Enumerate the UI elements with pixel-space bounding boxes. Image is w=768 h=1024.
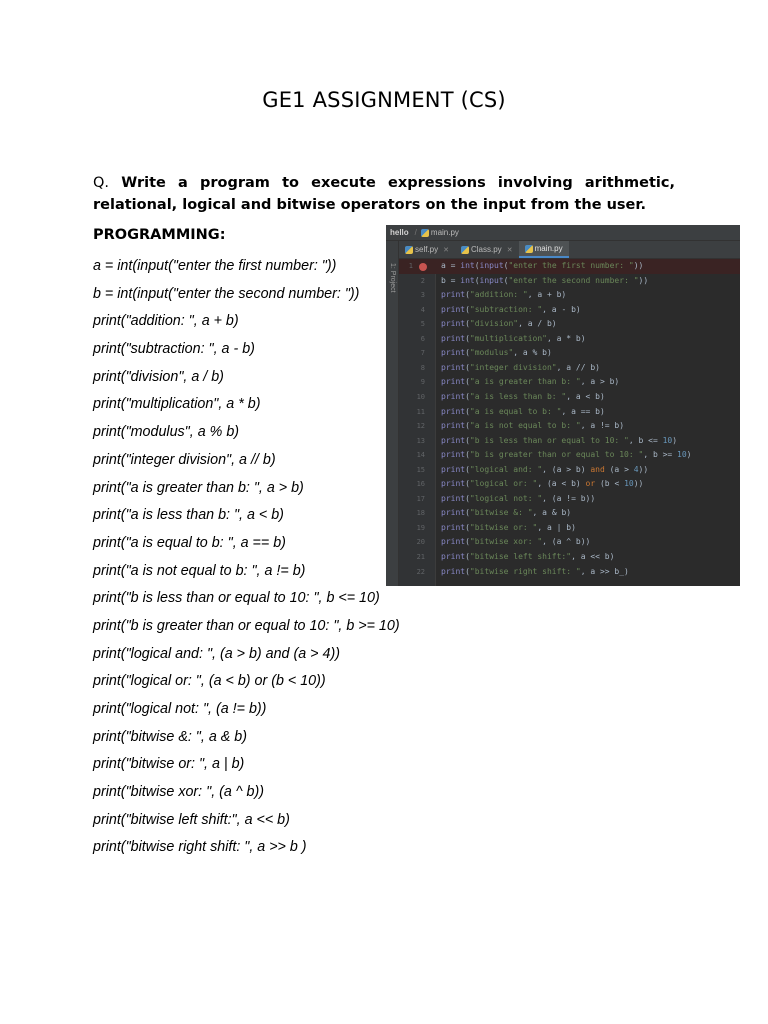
editor-code: print("bitwise right shift: ", a >> b_): [441, 566, 629, 576]
line-number: 16: [416, 480, 425, 489]
line-number: 19: [416, 523, 425, 532]
editor-code: print("logical not: ", (a != b)): [441, 493, 596, 503]
ide-tab[interactable]: [519, 241, 569, 258]
python-file-icon: [461, 246, 469, 254]
code-line: print("logical not: ", (a != b)): [93, 701, 267, 717]
editor-code: print("division", a / b): [441, 319, 557, 329]
editor-code: print("a is equal to b: ", a == b): [441, 406, 605, 416]
editor-line[interactable]: [399, 492, 740, 507]
editor-line[interactable]: [399, 361, 740, 376]
code-line: print("a is not equal to b: ", a != b): [93, 562, 306, 579]
ide-screenshot: [386, 225, 740, 586]
editor-code: print("integer division", a // b): [441, 362, 600, 372]
code-line: print("b is greater than or equal to 10: ", b >= 10): [93, 617, 400, 634]
editor-line[interactable]: [399, 550, 740, 565]
editor-code: print("b is less than or equal to 10: ", b <= 10): [441, 435, 678, 445]
code-line: print("integer division", a // b): [93, 451, 276, 468]
project-panel-label[interactable]: 1: Project: [389, 263, 396, 293]
python-file-icon: [525, 245, 533, 253]
editor-code: a = int(input("enter the first number: ")): [441, 261, 644, 270]
line-number: 10: [416, 392, 425, 401]
code-line: a = int(input("enter the first number: ")): [93, 258, 337, 274]
code-listing: [93, 256, 400, 865]
code-line: print("bitwise &: ", a & b): [93, 728, 247, 745]
editor-line[interactable]: [399, 405, 740, 420]
ide-editor[interactable]: [399, 259, 740, 586]
editor-line[interactable]: [399, 375, 740, 390]
close-tab-icon[interactable]: ✕: [506, 246, 513, 254]
ide-tab-bar: [399, 241, 740, 259]
code-line: print("division", a / b): [93, 368, 224, 385]
editor-code: print("modulus", a % b): [441, 348, 552, 358]
editor-line[interactable]: [399, 317, 740, 332]
ide-tab-label: Class.py: [471, 245, 502, 254]
question-body: Write a program to execute expressions involving arithmetic, relational, logical and bitwise operators on the input from the user.: [93, 175, 675, 213]
editor-code: print("bitwise xor: ", (a ^ b)): [441, 537, 591, 547]
editor-code: print("a is greater than b: ", a > b): [441, 377, 620, 387]
editor-code: print("logical and: ", (a > b) and (a > 4)): [441, 464, 649, 474]
editor-code: b = int(input("enter the second number: ")): [441, 275, 649, 285]
code-line: print("modulus", a % b): [93, 424, 240, 441]
line-number: 20: [416, 538, 425, 547]
editor-line[interactable]: [399, 506, 740, 521]
code-line: print("a is greater than b: ", a > b): [93, 479, 304, 496]
editor-code: print("a is not equal to b: ", a != b): [441, 421, 625, 431]
editor-line[interactable]: [399, 434, 740, 449]
page-title: GE1 ASSIGNMENT (CS): [262, 88, 506, 112]
python-file-icon: [421, 229, 429, 237]
question-prefix: Q.: [93, 175, 110, 191]
code-line: print("bitwise left shift:", a << b): [93, 811, 290, 828]
editor-line[interactable]: [399, 259, 740, 274]
breadcrumb-separator: /: [414, 228, 417, 237]
editor-line[interactable]: [399, 463, 740, 478]
line-number: 4: [420, 305, 425, 314]
line-number: 2: [420, 276, 425, 285]
editor-code: print("multiplication", a * b): [441, 333, 586, 343]
line-number: 22: [416, 567, 425, 576]
ide-tab[interactable]: [399, 241, 455, 258]
code-line: print("logical or: ", (a < b) or (b < 10)): [93, 673, 326, 690]
editor-line[interactable]: [399, 390, 740, 405]
breakpoint-icon[interactable]: [419, 263, 427, 271]
code-line: print("bitwise xor: ", (a ^ b)): [93, 784, 264, 801]
editor-line[interactable]: [399, 419, 740, 434]
line-number: 18: [416, 509, 425, 518]
editor-line[interactable]: [399, 448, 740, 463]
ide-breadcrumb-file[interactable]: main.py: [430, 228, 459, 237]
line-number: 11: [416, 407, 425, 416]
editor-code: print("b is greater than or equal to 10: ", b >= 10): [441, 450, 692, 460]
line-number: 7: [420, 349, 425, 358]
editor-line[interactable]: [399, 274, 740, 289]
editor-code: print("logical or: ", (a < b) or (b < 10)): [441, 479, 644, 489]
close-tab-icon[interactable]: ✕: [443, 246, 449, 254]
editor-line[interactable]: [399, 477, 740, 492]
line-number: 8: [420, 363, 425, 372]
editor-code: print("bitwise left shift:", a << b): [441, 552, 615, 561]
code-line: print("a is less than b: ", a < b): [93, 507, 284, 524]
line-number: 5: [420, 320, 425, 329]
editor-line[interactable]: [399, 521, 740, 536]
editor-code: print("a is less than b: ", a < b): [441, 391, 605, 401]
code-line: print("a is equal to b: ", a == b): [93, 534, 286, 551]
editor-line[interactable]: [399, 288, 740, 303]
code-line: print("bitwise right shift: ", a >> b ): [93, 839, 307, 856]
python-file-icon: [405, 246, 413, 254]
line-number: 13: [416, 436, 425, 445]
editor-line[interactable]: [399, 565, 740, 580]
editor-code: print("bitwise &: ", a & b): [441, 508, 572, 518]
code-line: print("logical and: ", (a > b) and (a > 4)): [93, 645, 340, 662]
line-number: 1: [408, 262, 413, 270]
editor-code: print("bitwise or: ", a | b): [441, 522, 576, 532]
ide-project-sidebar[interactable]: [386, 241, 399, 586]
line-number: 17: [416, 494, 425, 503]
ide-navbar: [386, 225, 740, 241]
code-line: print("subtraction: ", a - b): [93, 341, 255, 358]
code-line: print("bitwise or: ", a | b): [93, 756, 245, 773]
editor-line[interactable]: [399, 535, 740, 550]
line-number: 12: [416, 422, 425, 431]
code-line: b = int(input("enter the second number: ")): [93, 285, 360, 302]
question-text: [93, 172, 675, 216]
editor-code: print("subtraction: ", a - b): [441, 304, 581, 314]
line-number: 21: [416, 553, 425, 561]
editor-line[interactable]: [399, 346, 740, 361]
code-line: print("addition: ", a + b): [93, 313, 239, 330]
line-number: 14: [416, 451, 425, 460]
line-number: 15: [416, 465, 425, 474]
code-line: print("b is less than or equal to 10: ", b <= 10): [93, 590, 380, 607]
editor-line[interactable]: [399, 303, 740, 318]
line-number: 9: [420, 378, 425, 387]
editor-code: print("addition: ", a + b): [441, 290, 567, 300]
programming-heading: PROGRAMMING:: [93, 227, 226, 243]
ide-tab[interactable]: [455, 241, 519, 258]
ide-tab-label: self.py: [415, 245, 439, 254]
line-number: 3: [420, 291, 425, 300]
code-line: print("multiplication", a * b): [93, 396, 261, 413]
ide-tab-label: main.py: [534, 244, 563, 253]
editor-line[interactable]: [399, 332, 740, 347]
ide-project-name[interactable]: hello: [390, 228, 409, 237]
line-number: 6: [420, 334, 425, 343]
